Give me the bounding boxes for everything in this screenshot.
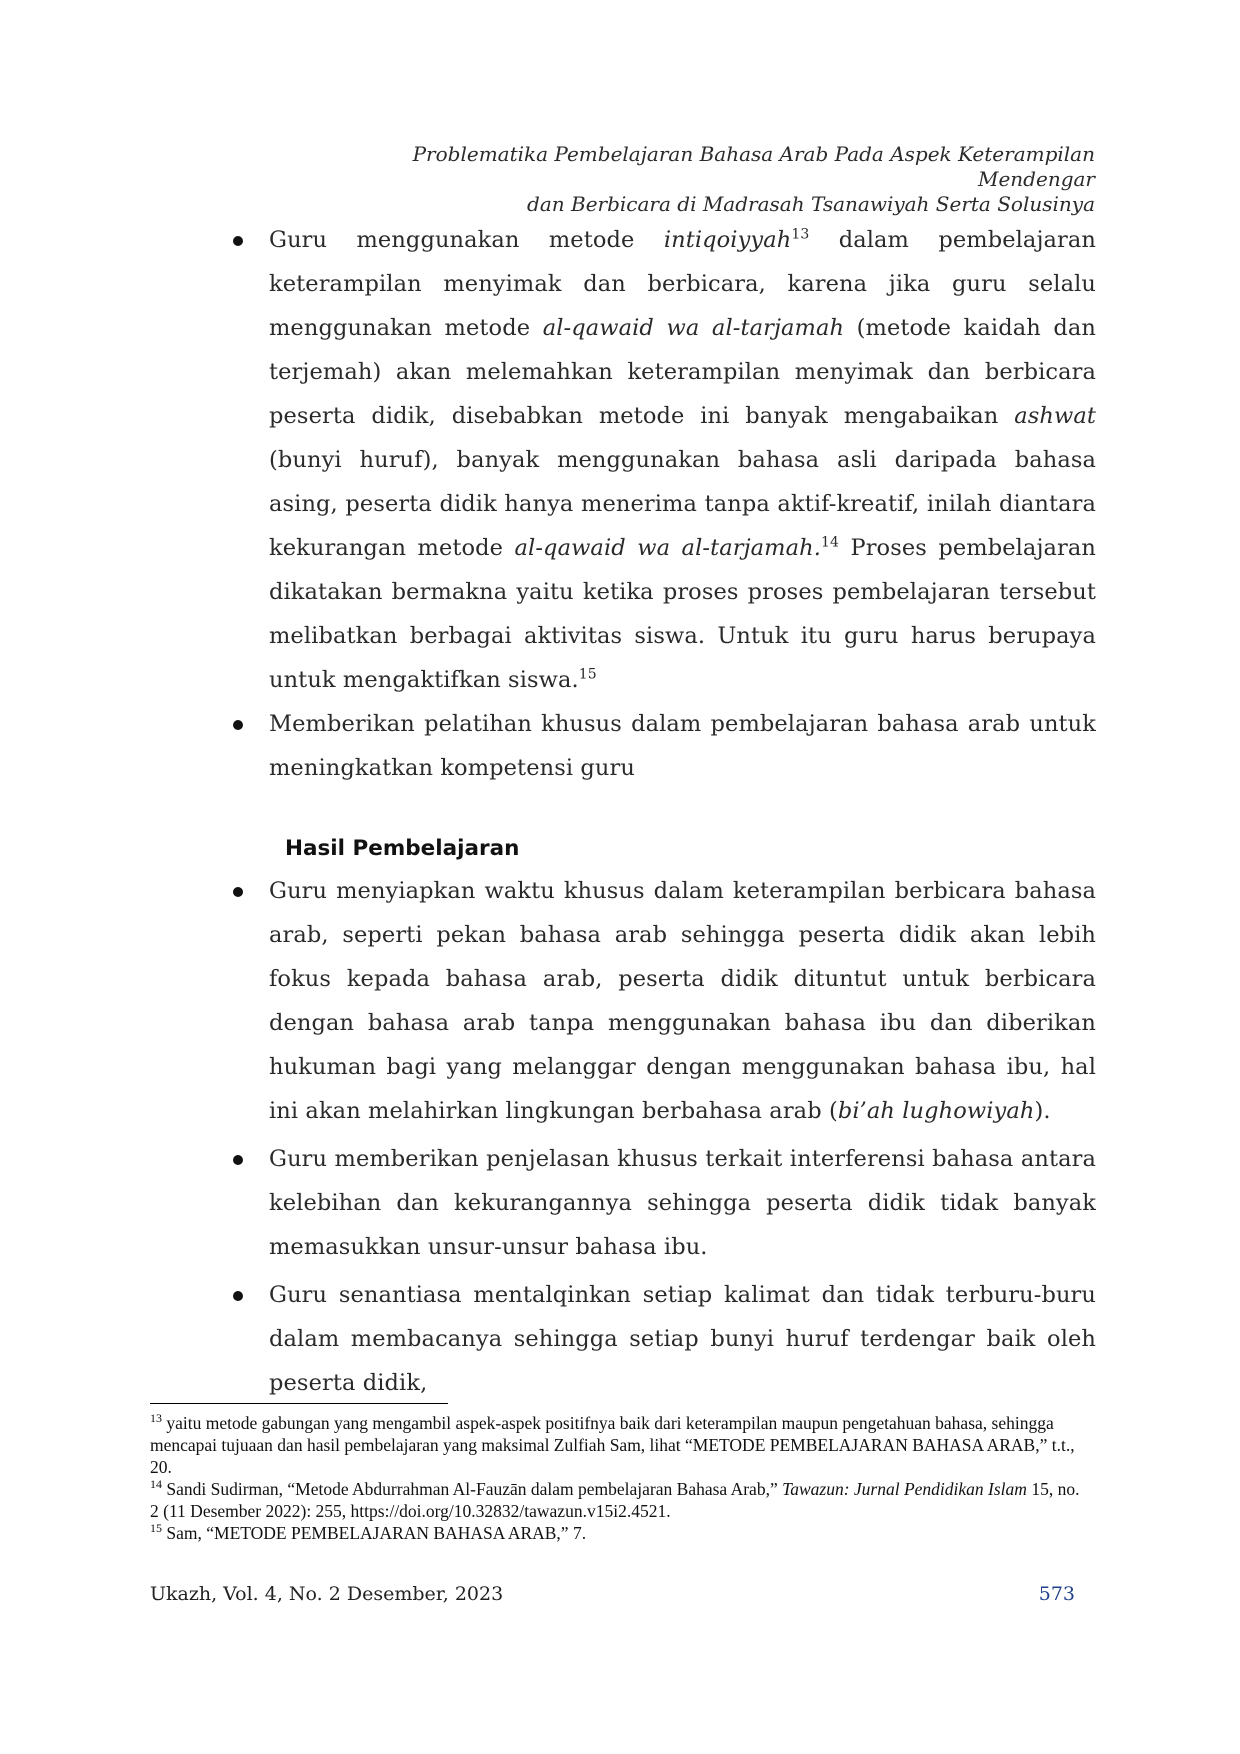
- bullet-list-top: [228, 218, 1096, 790]
- footnote-divider: [150, 1403, 448, 1404]
- footnote-14: $^{14}$ Sandi Sudirman, “Metode Abdurrahman Al-Fauzān dalam pembelajaran Bahasa Arab,” Tawazun: Jurnal Pendidikan Islam 15, no. 2 (11 Desember 2022): 255, https://doi.org/10.32832/tawazun.v15i2.4521.: [150, 1477, 1080, 1521]
- footnote-ref-15[interactable]: 15: [578, 666, 597, 683]
- bullet-item-waktu-khusus: Guru menyiapkan waktu khusus dalam keterampilan berbicara bahasa arab, seperti pekan bahasa arab sehingga peserta didik akan lebih fokus kepada bahasa arab, peserta didik dituntut untuk berbicara dengan bahasa arab tanpa menggunakan bahasa ibu dan diberikan hukuman bagi yang melanggar dengan menggunakan bahasa ibu, hal ini akan melahirkan lingkungan berbahasa arab (bi’ah lughowiyah).: [228, 869, 1096, 1133]
- footnote-ref-14[interactable]: 14: [820, 534, 839, 551]
- footnote-13: $^{13}$ yaitu metode gabungan yang mengambil aspek-aspek positifnya baik dari keterampilan maupun pengetahuan bahasa, sehingga mencapai tujuaan dan hasil pembelajaran yang maksimal Zulfiah Sam, lihat “METODE PEMBELAJARAN BAHASA ARAB,” t.t., 20.: [150, 1411, 1075, 1477]
- running-head-line-2: dan Berbicara di Madrasah Tsanawiyah Serta Solusinya: [527, 192, 1095, 216]
- bullet-list-bottom: [228, 869, 1096, 1405]
- footnote-ref-13[interactable]: 13: [791, 226, 810, 243]
- main-content: [228, 218, 1096, 1405]
- bullet-item-interferensi: Guru memberikan penjelasan khusus terkait interferensi bahasa antara kelebihan dan kekurangannya sehingga peserta didik tidak banyak memasukkan unsur-unsur bahasa ibu.: [228, 1137, 1096, 1269]
- section-title: Hasil Pembelajaran: [285, 836, 520, 861]
- running-head-line-1: Problematika Pembelajaran Bahasa Arab Pada Aspek Keterampilan Mendengar: [412, 142, 1095, 191]
- footnote-15: $^{15}$ Sam, “METODE PEMBELAJARAN BAHASA ARAB,” 7.: [150, 1521, 587, 1543]
- page-number: 573: [1038, 1583, 1075, 1605]
- bullet-item-pelatihan-khusus: Memberikan pelatihan khusus dalam pembelajaran bahasa arab untuk meningkatkan kompetensi guru: [228, 702, 1096, 790]
- bullet-item-talqin: Guru senantiasa mentalqinkan setiap kalimat dan tidak terburu-buru dalam membacanya sehingga setiap bunyi huruf terdengar baik oleh peserta didik,: [228, 1273, 1096, 1405]
- running-head: [380, 142, 1095, 217]
- footnotes: [150, 1412, 1090, 1544]
- journal-citation: Ukazh, Vol. 4, No. 2 Desember, 2023: [150, 1583, 504, 1605]
- bullet-item-metode-intiqoiyyah: Guru menggunakan metode intiqoiyyah$^{13}$ dalam pembelajaran keterampilan menyimak dan berbicara, karena jika guru selalu menggunakan metode al-qawaid wa al-tarjamah (metode kaidah dan terjemah) akan melemahkan keterampilan menyimak dan berbicara peserta didik, disebabkan metode ini banyak mengabaikan ashwat (bunyi huruf), banyak menggunakan bahasa asli daripada bahasa asing, peserta didik hanya menerima tanpa aktif-kreatif, inilah diantara kekurangan metode al-qawaid wa al-tarjamah.$^{14}$ Proses pembelajaran dikatakan bermakna yaitu ketika proses proses pembelajaran tersebut melibatkan berbagai aktivitas siswa. Untuk itu guru harus berupaya untuk mengaktifkan siswa.$^{15}$: [228, 218, 1096, 702]
